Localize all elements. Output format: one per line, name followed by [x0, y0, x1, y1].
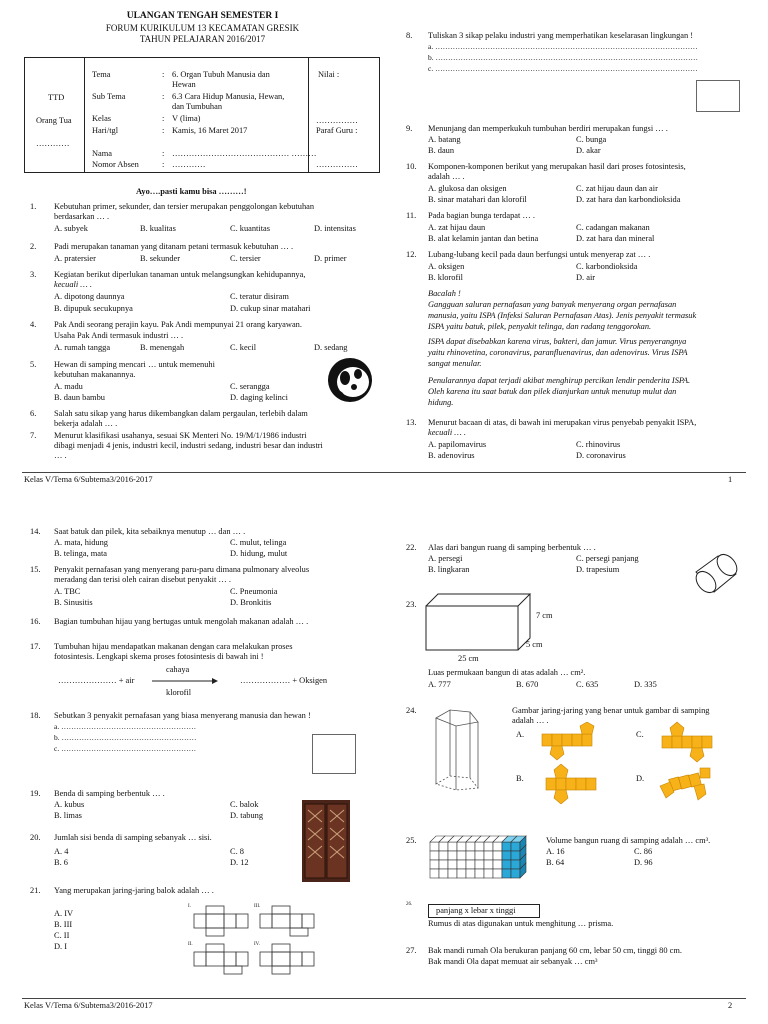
q18-answer-c[interactable]: c. ……………………………………………… — [54, 744, 197, 753]
q21-option-a[interactable]: A. IV — [54, 909, 74, 918]
width-dimension: 5 cm — [526, 640, 543, 649]
reading-p2-line1: ISPA dapat disebabkan karena virus, bakteri, dan jamur. Virus penyerangnya — [428, 337, 687, 346]
subtema-value: 6.3 Cara Hidup Manusia, Hewan, — [172, 92, 285, 101]
q27-number: 27. — [406, 946, 417, 955]
q9-option-d[interactable]: D. akar — [576, 146, 601, 155]
q22-option-b[interactable]: B. lingkaran — [428, 565, 470, 574]
q6-text: Salah satu sikap yang harus dikembangkan dalam pergaulan, terlebih dalam — [54, 409, 308, 418]
colon: : — [162, 70, 165, 79]
reading-p3-line3: hidung. — [428, 398, 454, 407]
q11-option-a[interactable]: A. zat hijau daun — [428, 223, 486, 232]
reading-p1-line3: ISPA yaitu batuk, pilek, penyakit telinga, dan radang tenggorokan. — [428, 322, 652, 331]
subtema-value-2: dan Tumbuhan — [172, 102, 223, 111]
page-2 — [0, 508, 768, 1024]
net-label-ii: II. — [188, 942, 193, 947]
q25-number: 25. — [406, 836, 417, 845]
q12-option-c[interactable]: C. karbondioksida — [576, 262, 638, 271]
net-label-i: I. — [188, 904, 191, 909]
q4-text: Pak Andi seorang perajin kayu. Pak Andi mempunyai 21 orang karyawan. — [54, 320, 302, 329]
orang-tua-label: Orang Tua — [36, 116, 72, 125]
q14-option-a[interactable]: A. mata, hidung — [54, 538, 108, 547]
colon: : — [162, 92, 165, 101]
subtema-label: Sub Tema — [92, 92, 126, 101]
cuboid-image — [424, 590, 534, 654]
q24-text: Gambar jaring-jaring yang benar untuk gambar di samping — [512, 706, 710, 715]
q10-option-d[interactable]: D. zat hara dan karbondioksida — [576, 195, 681, 204]
q20-option-a[interactable]: A. 4 — [54, 847, 69, 856]
q8-text: Tuliskan 3 sikap pelaku industri yang memperhatikan keselarasan lingkungan ! — [428, 31, 694, 40]
reading-p1-line2: manusia, yaitu ISPA (Infeksi Saluran Pernafasan Atas). Jenis penyakit termasuk — [428, 311, 697, 320]
q9-option-c[interactable]: C. bunga — [576, 135, 607, 144]
q9-text: Menunjang dan memperkukuh tumbuhan berdiri merupakan fungsi … . — [428, 124, 668, 133]
page1-footer: Kelas V/Tema 6/Subtema3/2016-2017 — [24, 475, 153, 484]
page2-footer: Kelas V/Tema 6/Subtema3/2016-2017 — [24, 1001, 153, 1010]
q1-text: Kebutuhan primer, sekunder, dan tersier merupakan penggolongan kebutuhan — [54, 202, 315, 211]
q2-number: 2. — [30, 242, 37, 251]
q8-answer-b[interactable]: b. …………………………………………………………………………………………… — [428, 53, 698, 62]
q22-option-d[interactable]: D. trapesium — [576, 565, 620, 574]
cahaya-label: cahaya — [166, 665, 190, 674]
q19-option-b[interactable]: B. limas — [54, 811, 82, 820]
q24-text-2: adalah … . — [512, 716, 549, 725]
q3-text: Kegiatan berikut diperlukan tanaman untuk melangsungkan kehidupannya, — [54, 270, 306, 279]
q21-option-d[interactable]: D. I — [54, 942, 68, 951]
exam-title: ULANGAN TENGAH SEMESTER I — [126, 11, 279, 21]
page-1 — [0, 0, 768, 492]
q2-option-b[interactable]: B. sekunder — [140, 254, 181, 263]
q14-option-c[interactable]: C. mulut, telinga — [230, 538, 287, 547]
reading-title: Bacalah ! — [428, 289, 461, 298]
q10-number: 10. — [406, 162, 417, 171]
q18-number: 18. — [30, 711, 41, 720]
q22-option-a[interactable]: A. persegi — [428, 554, 463, 563]
q19-text: Benda di samping berbentuk … . — [54, 789, 165, 798]
paraf-field[interactable]: …………… — [316, 160, 358, 169]
hari-value: Kamis, 16 Maret 2017 — [172, 126, 248, 135]
net-label-iii: III. — [254, 904, 261, 909]
q13-number: 13. — [406, 418, 417, 427]
q27-text: Bak mandi rumah Ola berukuran panjang 60 cm, lebar 50 cm, tinggi 80 cm. — [428, 946, 682, 955]
q4-option-a[interactable]: A. rumah tangga — [54, 343, 111, 352]
q21-number: 21. — [30, 886, 41, 895]
q4-option-b[interactable]: B. menengah — [140, 343, 185, 352]
tema-label: Tema — [92, 70, 111, 79]
q26-text: Rumus di atas digunakan untuk menghitung … prisma. — [428, 919, 614, 928]
q20-option-b[interactable]: B. 6 — [54, 858, 68, 867]
q3-number: 3. — [30, 270, 37, 279]
nama-label: Nama — [92, 149, 112, 158]
q19-option-c[interactable]: C. balok — [230, 800, 259, 809]
q10-option-a[interactable]: A. glukosa dan oksigen — [428, 184, 507, 193]
q20-option-d[interactable]: D. 12 — [230, 858, 249, 867]
score-box — [696, 80, 740, 112]
length-dimension: 25 cm — [458, 654, 479, 663]
reading-p2-line2: yaitu rhinovetina, coronavirus, paranfluenavirus, dan adenovirus. Virus ISPA — [428, 348, 688, 357]
colon: : — [162, 149, 165, 158]
q7-text-2: dibagi menjadi 4 jenis, industri kecil, industri sedang, industri besar dan industri — [54, 441, 323, 450]
q14-option-d[interactable]: D. hidung, mulut — [230, 549, 288, 558]
q23-option-b[interactable]: B. 670 — [516, 680, 539, 689]
q9-option-b[interactable]: B. daun — [428, 146, 455, 155]
q23-number: 23. — [406, 600, 417, 609]
q14-text: Saat batuk dan pilek, kita sebaiknya menutup … dan … . — [54, 527, 246, 536]
q8-answer-a[interactable]: a. …………………………………………………………………………………………… — [428, 42, 698, 51]
q23-option-a[interactable]: A. 777 — [428, 680, 451, 689]
cylinder-image — [690, 552, 742, 602]
q16-number: 16. — [30, 617, 41, 626]
q15-number: 15. — [30, 565, 41, 574]
q20-text: Jumlah sisi benda di samping sebanyak … sisi. — [54, 833, 212, 842]
reading-p2-line3: sangat menular. — [428, 359, 482, 368]
arrow-right-icon — [152, 676, 218, 686]
reading-p1-line1: Gangguan saluran pernafasan yang banyak menyerang organ pernafasan — [428, 300, 677, 309]
q21-option-b[interactable]: B. III — [54, 920, 73, 929]
q5-text-2: kebutuhan makanannya. — [54, 370, 136, 379]
q24-option-c[interactable]: C. — [636, 730, 644, 739]
q5-text: Hewan di samping mencari … untuk memenuhi — [54, 360, 215, 369]
q16-text: Bagian tumbuhan hijau yang bertugas untuk mengolah makanan adalah … . — [54, 617, 309, 626]
net-option-c-image[interactable] — [656, 716, 720, 770]
q7-text: Menurut klasifikasi usahanya, sesuai SK Menteri No. 19/M/1/1986 industri — [54, 431, 307, 440]
q4-text-2: Usaha Pak Andi termasuk industri … . — [54, 331, 184, 340]
reading-p3-line1: Penularannya dapat terjadi akibat menghirup percikan lendir penderita ISPA. — [428, 376, 691, 385]
q15-text-2: meradang dan terisi oleh cairan disebut penyakit … . — [54, 575, 231, 584]
q9-number: 9. — [406, 124, 413, 133]
q3-option-a[interactable]: A. dipotong daunnya — [54, 292, 125, 301]
q12-number: 12. — [406, 250, 417, 259]
reading-p3-line2: Oleh karena itu saat batuk dan pilek dianjurkan untuk menutup mulut dan — [428, 387, 677, 396]
q5-option-a[interactable]: A. madu — [54, 382, 83, 391]
ttd-label: TTD — [48, 93, 65, 102]
q11-option-c[interactable]: C. cadangan makanan — [576, 223, 650, 232]
q10-text: Komponen-komponen berikut yang merupakan hasil dari proses fotosintesis, — [428, 162, 686, 171]
panda-image — [326, 356, 374, 404]
nilai-field[interactable]: …………… — [316, 116, 358, 125]
net-option-a-image[interactable] — [540, 722, 604, 762]
q19-option-d[interactable]: D. tabung — [230, 811, 264, 820]
q12-option-d[interactable]: D. air — [576, 273, 596, 282]
q18-text: Sebutkan 3 penyakit pernafasan yang biasa menyerang manusia dan hewan ! — [54, 711, 311, 720]
q11-text: Pada bagian bunga terdapat … . — [428, 211, 535, 220]
q24-option-d[interactable]: D. — [636, 774, 645, 783]
q18-answer-b[interactable]: b. ……………………………………………… — [54, 733, 197, 742]
q3-option-d[interactable]: D. cukup sinar matahari — [230, 304, 311, 313]
q17-text: Tumbuhan hijau mendapatkan makanan dengan cara melakukan proses — [54, 642, 293, 651]
net-option-b-image[interactable] — [540, 764, 604, 804]
colon: : — [162, 114, 165, 123]
q15-option-a[interactable]: A. TBC — [54, 587, 81, 596]
q13-option-d[interactable]: D. coronavirus — [576, 451, 626, 460]
q10-option-c[interactable]: C. zat hijau daun dan air — [576, 184, 658, 193]
q14-option-b[interactable]: B. telinga, mata — [54, 549, 108, 558]
q1-option-b[interactable]: B. kualitas — [140, 224, 176, 233]
q11-option-b[interactable]: B. alat kelamin jantan dan betina — [428, 234, 539, 243]
nama-field[interactable]: …………………………………… ……… — [172, 149, 317, 158]
footer-rule — [22, 998, 746, 999]
q19-option-a[interactable]: A. kubus — [54, 800, 85, 809]
q22-text: Alas dari bangun ruang di samping berbentuk … . — [428, 543, 596, 552]
q15-option-c[interactable]: C. Pneumonia — [230, 587, 278, 596]
q24-number: 24. — [406, 706, 417, 715]
q15-option-b[interactable]: B. Sinusitis — [54, 598, 93, 607]
colon: : — [162, 160, 165, 169]
q19-number: 19. — [30, 789, 41, 798]
q3-option-b[interactable]: B. dipupuk secukupnya — [54, 304, 133, 313]
q3-option-c[interactable]: C. teratur disiram — [230, 292, 289, 301]
q27-text-2: Bak mandi Ola dapat memuat air sebanyak … cm³ — [428, 957, 598, 966]
q8-answer-c[interactable]: c. …………………………………………………………………………………………… — [428, 64, 698, 73]
q6-number: 6. — [30, 409, 37, 418]
q1-number: 1. — [30, 202, 37, 211]
academic-year: TAHUN PELAJARAN 2016/2017 — [139, 34, 266, 44]
q13-text-2: kecuali … . — [428, 428, 466, 437]
q15-option-d[interactable]: D. Bronkitis — [230, 598, 272, 607]
q4-option-c[interactable]: C. kecil — [230, 343, 257, 352]
q24-option-b[interactable]: B. — [516, 774, 524, 783]
q2-option-a[interactable]: A. pratersier — [54, 254, 96, 263]
q21-option-c[interactable]: C. II — [54, 931, 70, 940]
q22-option-c[interactable]: C. persegi panjang — [576, 554, 639, 563]
q9-option-a[interactable]: A. batang — [428, 135, 461, 144]
q13-option-a[interactable]: A. papilomavirus — [428, 440, 487, 449]
q5-option-d[interactable]: D. daging kelinci — [230, 393, 288, 402]
tema-value-2: Hewan — [172, 80, 196, 89]
q18-answer-box — [312, 734, 356, 774]
paraf-label: Paraf Guru : — [316, 126, 358, 135]
formula-text: panjang x lebar x tinggi — [436, 906, 516, 915]
kelas-value: V (lima) — [172, 114, 201, 123]
q21-text: Yang merupakan jaring-jaring balok adalah … . — [54, 886, 214, 895]
nilai-label: Nilai : — [318, 70, 340, 79]
klorofil-label: klorofil — [166, 688, 192, 697]
q25-option-b[interactable]: B. 64 — [546, 858, 565, 867]
q1-option-d[interactable]: D. intensitas — [314, 224, 356, 233]
colon: : — [162, 126, 165, 135]
q25-option-d[interactable]: D. 96 — [634, 858, 653, 867]
q13-text: Menurut bacaan di atas, di bawah ini merupakan virus penyebab penyakit ISPA, — [428, 418, 697, 427]
height-dimension: 7 cm — [536, 611, 553, 620]
page2-number: 2 — [728, 1001, 733, 1010]
q20-number: 20. — [30, 833, 41, 842]
q25-option-c[interactable]: C. 86 — [634, 847, 653, 856]
q4-number: 4. — [30, 320, 37, 329]
q24-option-a[interactable]: A. — [516, 730, 525, 739]
absen-label: Nomor Absen — [92, 160, 139, 169]
q25-option-a[interactable]: A. 16 — [546, 847, 565, 856]
footer-rule — [22, 472, 746, 473]
q15-text: Penyakit pernafasan yang menyerang paru-paru dimana pulmonary alveolus — [54, 565, 310, 574]
q10-text-2: adalah … . — [428, 172, 465, 181]
q1-option-a[interactable]: A. subyek — [54, 224, 88, 233]
photosynthesis-input[interactable]: ………………… + air — [58, 676, 135, 685]
net-option-d-image[interactable] — [656, 764, 720, 810]
q2-option-d[interactable]: D. primer — [314, 254, 347, 263]
q7-text-3: … . — [54, 451, 67, 460]
q20-option-c[interactable]: C. 8 — [230, 847, 244, 856]
q1-text-2: berdasarkan … . — [54, 212, 110, 221]
hari-label: Hari/tgl — [92, 126, 119, 135]
q11-option-d[interactable]: D. zat hara dan mineral — [576, 234, 655, 243]
forum-name: FORUM KURIKULUM 13 KECAMATAN GRESIK — [105, 23, 300, 33]
q7-number: 7. — [30, 431, 37, 440]
q12-option-b[interactable]: B. klorofil — [428, 273, 463, 282]
net-label-iv: IV. — [254, 942, 260, 947]
q17-text-2: fotosintesis. Lengkapi skema proses fotosintesis di bawah ini ! — [54, 652, 264, 661]
absen-field[interactable]: ………… — [172, 160, 206, 169]
q5-option-c[interactable]: C. serangga — [230, 382, 270, 391]
q12-text: Lubang-lubang kecil pada daun berfungsi untuk menyerap zat … . — [428, 250, 651, 259]
tema-value: 6. Organ Tubuh Manusia dan — [172, 70, 270, 79]
q8-number: 8. — [406, 31, 413, 40]
q26-number: 26. — [406, 902, 413, 907]
kelas-label: Kelas — [92, 114, 112, 123]
cuboid-nets-image — [190, 902, 320, 978]
photosynthesis-output[interactable]: ……………… + Oksigen — [240, 676, 328, 685]
wardrobe-image — [300, 798, 352, 884]
q1-option-c[interactable]: C. kuantitas — [230, 224, 271, 233]
intro-text: Ayo….pasti kamu bisa ………! — [136, 187, 247, 196]
q13-option-b[interactable]: B. adenovirus — [428, 451, 475, 460]
q14-number: 14. — [30, 527, 41, 536]
cube-blocks-image — [428, 830, 544, 884]
q5-option-b[interactable]: B. daun bambu — [54, 393, 105, 402]
q5-number: 5. — [30, 360, 37, 369]
q18-answer-a[interactable]: a. ……………………………………………… — [54, 722, 197, 731]
q4-option-d[interactable]: D. sedang — [314, 343, 348, 352]
q13-option-c[interactable]: C. rhinovirus — [576, 440, 621, 449]
q12-option-a[interactable]: A. oksigen — [428, 262, 465, 271]
page1-number: 1 — [728, 475, 733, 484]
q22-number: 22. — [406, 543, 417, 552]
q11-number: 11. — [406, 211, 417, 220]
q23-text: Luas permukaan bangun di atas adalah … cm². — [428, 668, 586, 677]
q2-text: Padi merupakan tanaman yang ditanam petani termasuk kebutuhan … . — [54, 242, 294, 251]
q17-number: 17. — [30, 642, 41, 651]
q10-option-b[interactable]: B. sinar matahari dan klorofil — [428, 195, 527, 204]
q23-option-c[interactable]: C. 635 — [576, 680, 599, 689]
q25-text: Volume bangun ruang di samping adalah … cm³. — [546, 836, 711, 845]
q2-option-c[interactable]: C. tersier — [230, 254, 261, 263]
q3-text-2: kecuali … . — [54, 280, 92, 289]
pentagonal-prism-image — [430, 706, 486, 792]
q23-option-d[interactable]: D. 335 — [634, 680, 657, 689]
q6-text-2: bekerja adalah … . — [54, 419, 118, 428]
ortu-signature-field[interactable]: ………… — [36, 139, 70, 148]
